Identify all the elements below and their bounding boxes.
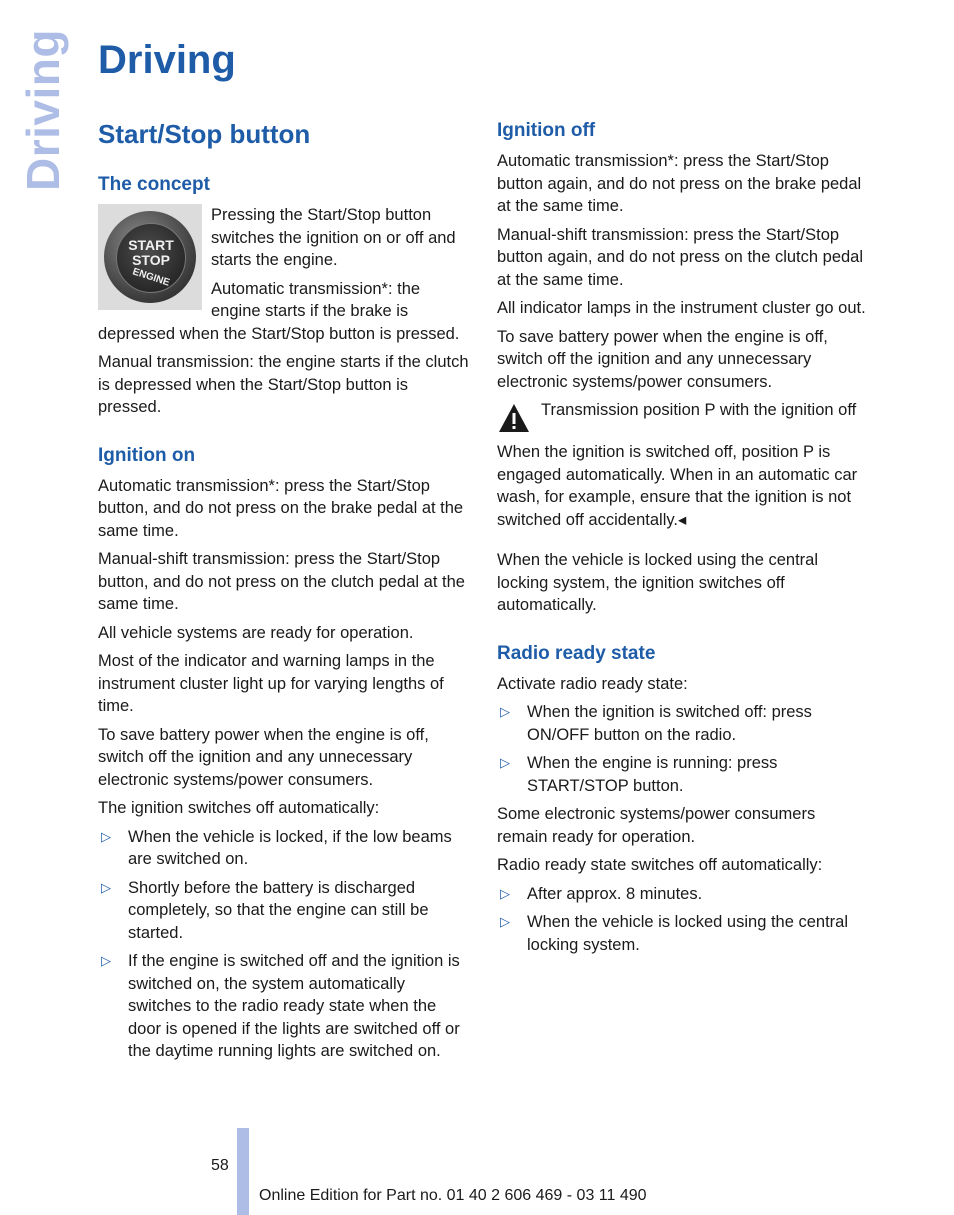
start-stop-button-image xyxy=(98,204,202,310)
concept-paragraph-1: Pressing the Start/Stop button switches the ignition on or off and starts the engine. xyxy=(211,206,456,269)
knob-label-stop: STOP xyxy=(132,252,170,268)
radio-ready-paragraph-1: Activate radio ready state: xyxy=(497,674,688,693)
warning-block xyxy=(497,399,869,435)
knob-label-start: START xyxy=(128,237,174,253)
ignition-off-paragraph-3: All indicator lamps in the instrument cluster go out. xyxy=(497,299,866,317)
triangle-bullet-icon: ▷ xyxy=(500,704,510,719)
triangle-bullet-icon: ▷ xyxy=(500,755,510,770)
knob-label-engine: ENGINE xyxy=(131,266,171,289)
concept-block xyxy=(98,204,470,351)
heading-ignition-off: Ignition off xyxy=(497,120,596,141)
radio-ready-paragraph-2: Some electronic systems/power consumers remain ready for operation. xyxy=(497,805,816,846)
triangle-bullet-icon: ▷ xyxy=(101,879,111,895)
footer-edition-text: Online Edition for Part no. 01 40 2 606 469 - 03 11 490 xyxy=(259,1187,647,1204)
ignition-auto-off-list xyxy=(98,826,470,1063)
warning-title: Transmission position P with the ignition off xyxy=(541,401,857,419)
heading-radio-ready-state: Radio ready state xyxy=(497,642,656,664)
concept-paragraph-3: Manual transmission: the engine starts if the clutch is depressed when the Start/Stop button is pressed. xyxy=(98,353,469,416)
ignition-off-paragraph-1: Automatic transmission*: press the Start/Stop button again, and do not press on the brake pedal at the same time. xyxy=(497,152,862,215)
page-title: Driving xyxy=(98,38,236,82)
ignition-off-paragraph-5: When the vehicle is locked using the central locking system, the ignition switches off automatically. xyxy=(497,551,819,614)
radio-ready-paragraph-3: Radio ready state switches off automatically: xyxy=(497,856,823,874)
list-item: ▷ If the engine is switched off and the ignition is switched on, the system automatically switches to the radio ready state when the door is opened if the lights are switched off or the daytime running lights are switched on. xyxy=(101,952,460,1060)
list-item: ▷ Shortly before the battery is discharged completely, so that the engine can still be started. xyxy=(101,878,429,942)
side-chapter-tab xyxy=(17,29,69,191)
section-heading-start-stop: Start/Stop button xyxy=(98,119,311,149)
heading-ignition-on: Ignition on xyxy=(98,444,196,466)
right-column xyxy=(497,118,869,962)
radio-activate-list xyxy=(497,701,869,797)
left-column xyxy=(98,118,470,1069)
footer-accent-bar xyxy=(237,1128,249,1215)
list-item: ▷ When the ignition is switched off: press ON/OFF button on the radio. xyxy=(500,703,812,744)
triangle-bullet-icon: ▷ xyxy=(101,953,111,968)
start-stop-knob xyxy=(104,211,196,303)
triangle-bullet-icon: ▷ xyxy=(500,914,510,929)
triangle-bullet-icon: ▷ xyxy=(500,885,510,901)
warning-body: When the ignition is switched off, position P is engaged automatically. When in an automatic car wash, for example, ensure that the ignition is not switched off accidentally.◂ xyxy=(497,443,858,529)
side-chapter-label: Driving xyxy=(17,29,69,191)
warning-triangle-icon xyxy=(497,401,531,435)
ignition-on-paragraph-4: Most of the indicator and warning lamps in the instrument cluster light up for varying lengths of time. xyxy=(98,652,444,715)
ignition-on-paragraph-6: The ignition switches off automatically: xyxy=(98,799,380,817)
list-item: ▷ When the engine is running: press START/STOP button. xyxy=(500,754,778,795)
triangle-bullet-icon: ▷ xyxy=(101,828,111,844)
ignition-on-paragraph-3: All vehicle systems are ready for operation. xyxy=(98,623,414,642)
ignition-off-paragraph-2: Manual-shift transmission: press the Start/Stop button again, and do not press on the clutch pedal at the same time. xyxy=(497,225,864,289)
ignition-on-paragraph-5: To save battery power when the engine is off, switch off the ignition and any unnecessary electronic systems/power consumers. xyxy=(98,725,429,789)
radio-auto-off-list xyxy=(497,883,869,957)
ignition-off-paragraph-4: To save battery power when the engine is off, switch off the ignition and any unnecessary electronic systems/power consumers. xyxy=(497,327,828,391)
list-item: ▷ When the vehicle is locked using the central locking system. xyxy=(500,913,849,954)
list-item: ▷ When the vehicle is locked, if the low beams are switched on. xyxy=(101,827,452,868)
heading-the-concept: The concept xyxy=(98,174,210,195)
page-number: 58 xyxy=(211,1157,229,1174)
ignition-on-paragraph-1: Automatic transmission*: press the Start/Stop button, and do not press on the brake pedal at the same time. xyxy=(98,476,464,540)
list-item: ▷ After approx. 8 minutes. xyxy=(497,883,869,906)
concept-paragraph-2: Automatic transmission*: the engine starts if the brake is depressed when the Start/Stop button is pressed. xyxy=(98,279,460,343)
ignition-on-paragraph-2: Manual-shift transmission: press the Start/Stop button, and do not press on the clutch pedal at the same time. xyxy=(98,550,465,613)
